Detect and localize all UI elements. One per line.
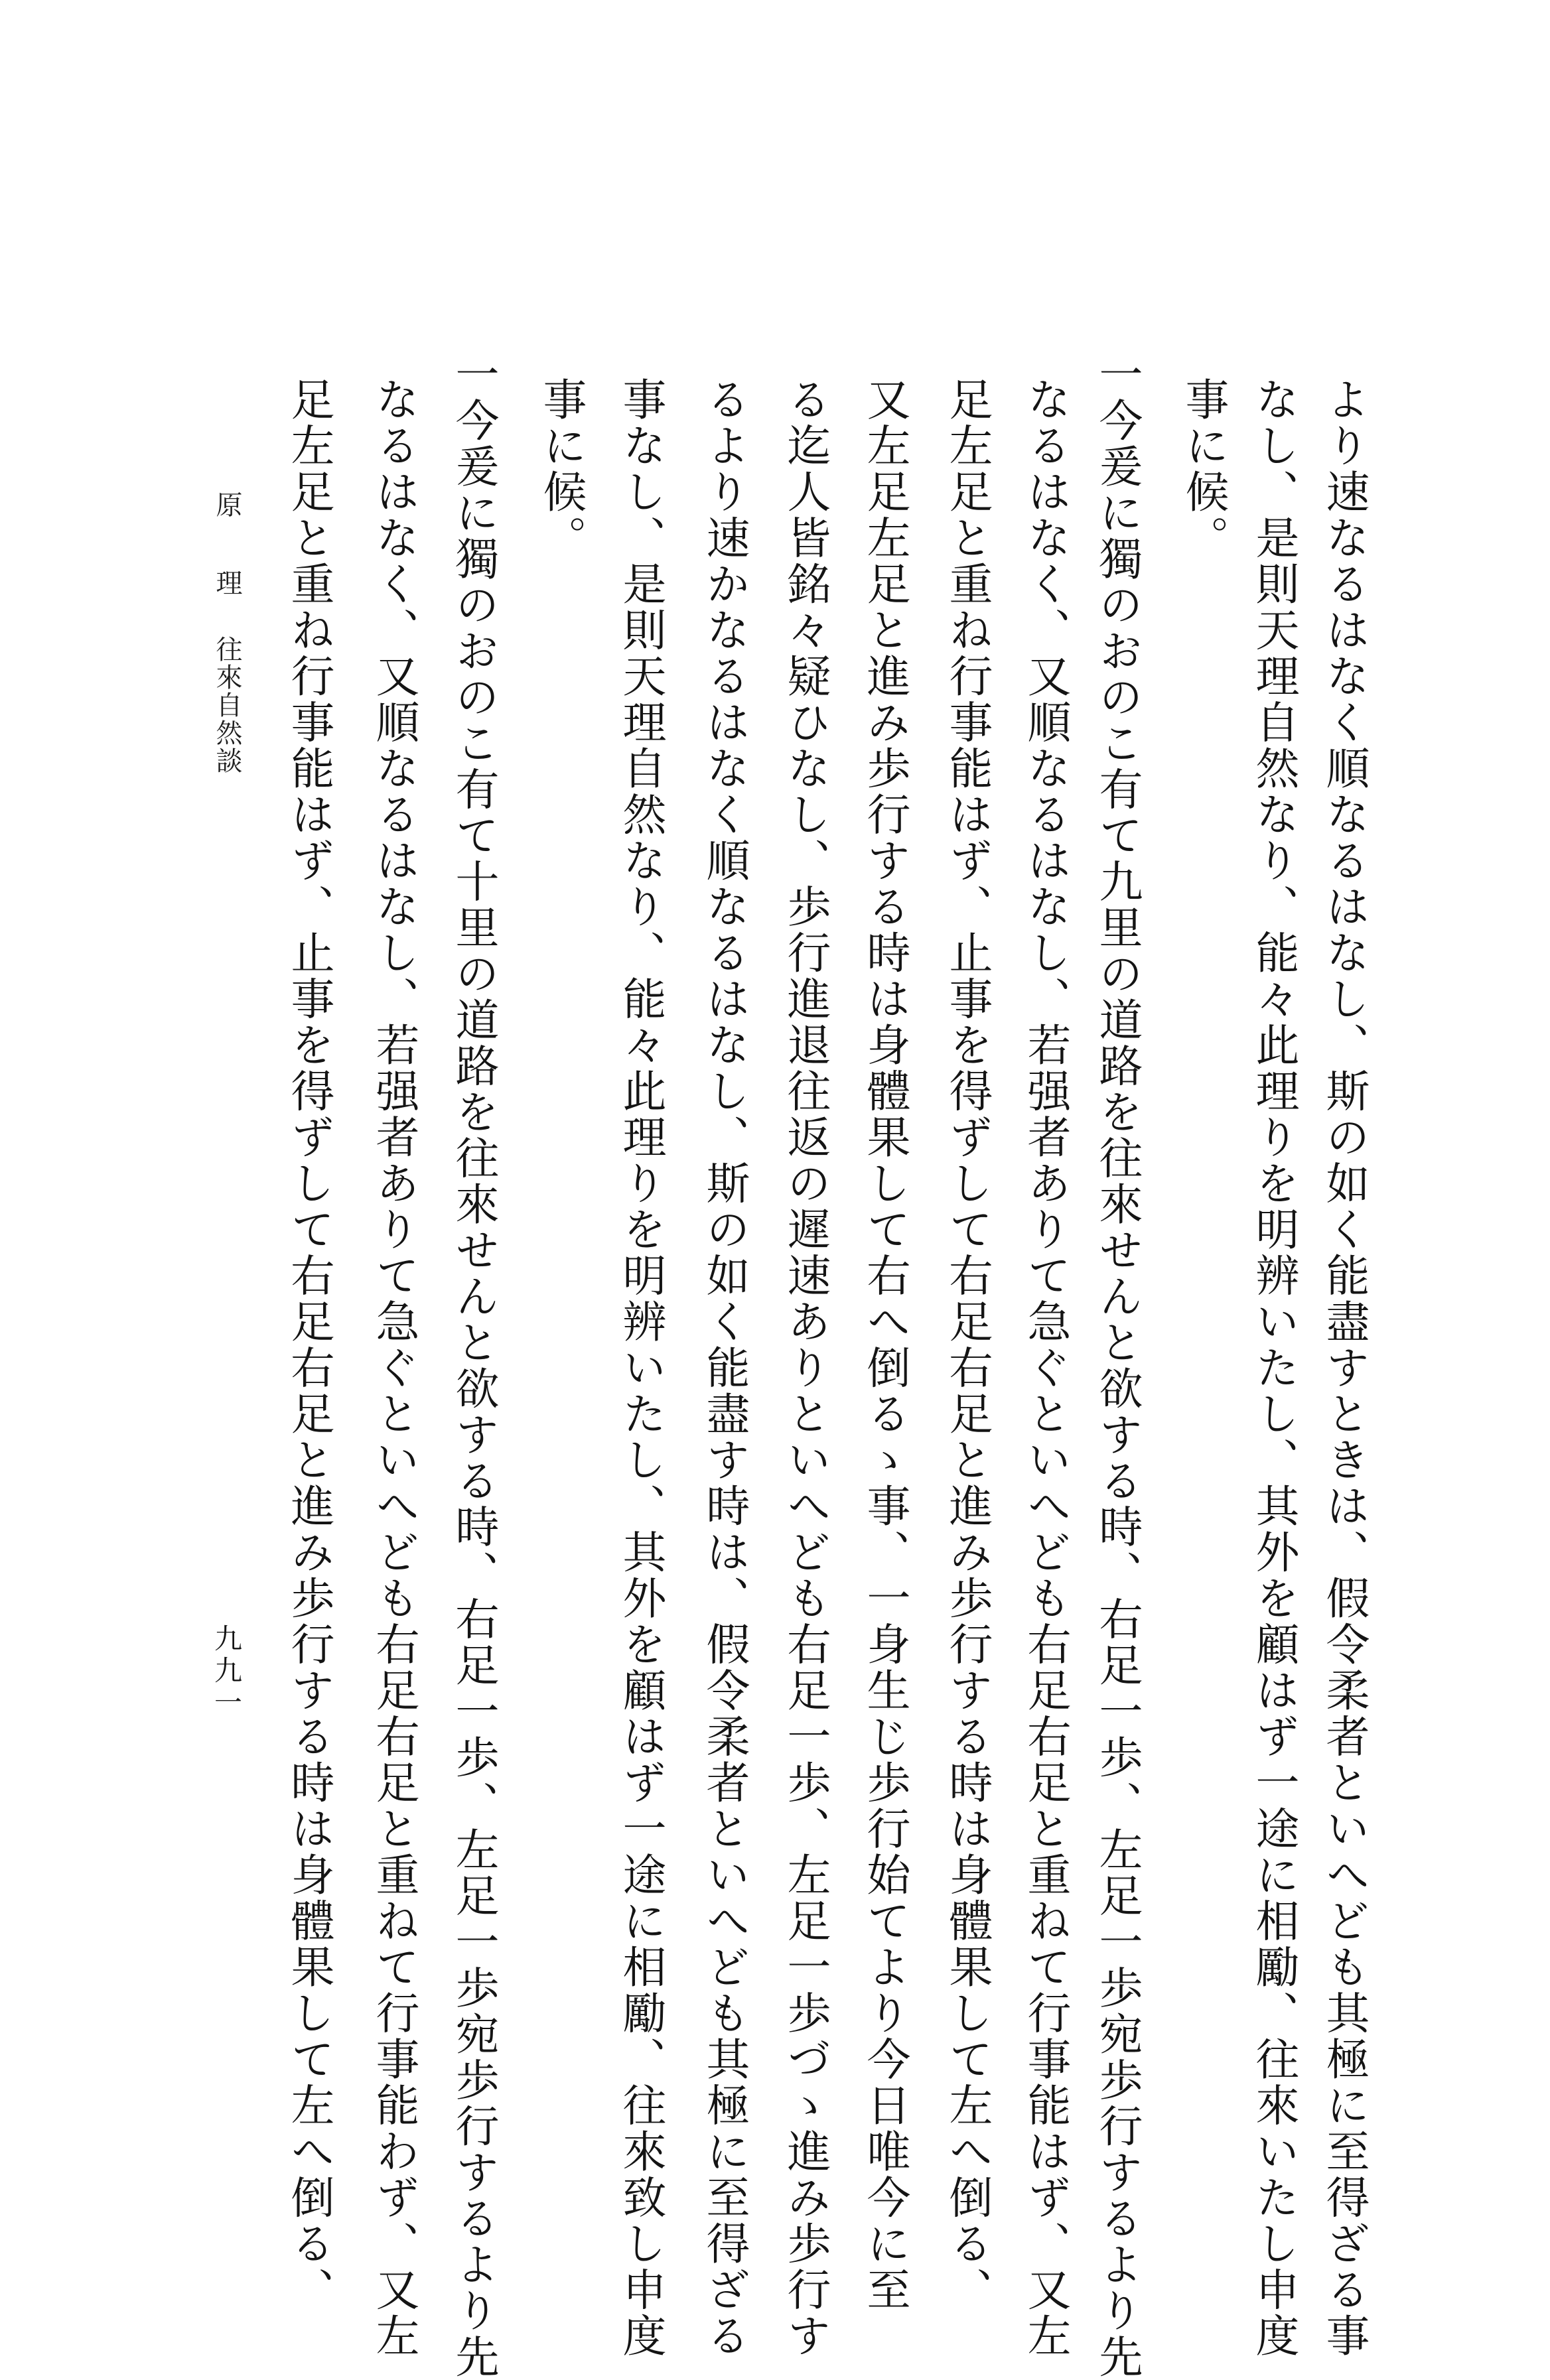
text-column-12: 一今爰に獨のおのこ有て十里の道路を往來せんと欲する時、右足一歩、左足一歩宛歩行するより先 bbox=[448, 352, 499, 2380]
text-column-13: なるはなく、又順なるはなし、若强者ありて急ぐといへども右足右足と重ねて行事能わず、又左 bbox=[368, 377, 419, 2359]
page-number: 九九一 bbox=[210, 1624, 243, 1719]
text-column-3: 事に候。 bbox=[1178, 377, 1229, 561]
text-column-4: 一今爰に獨のおのこ有て九里の道路を往來せんと欲する時、右足一歩、左足一歩宛歩行するより先 bbox=[1092, 352, 1143, 2380]
text-column-10: 事なし、是則天理自然なり、能々此理りを明辨いたし、其外を顧はず一途に相勵、往來致し申度 bbox=[615, 377, 666, 2359]
text-column-11: 事に候。 bbox=[535, 377, 587, 561]
running-header-section: 原 理 bbox=[212, 491, 242, 606]
text-column-1: より速なるはなく順なるはなし、斯の如く能盡すときは、假令柔者といへども其極に至得ざる事 bbox=[1318, 377, 1370, 2359]
text-column-8: る迄人皆銘々疑ひなし、歩行進退往返の遲速ありといへども右足一歩、左足一歩づゝ進み歩行す bbox=[780, 377, 831, 2359]
running-header-title: 往來自然談 bbox=[212, 635, 242, 775]
text-column-2: なし、是則天理自然なり、能々此理りを明辨いたし、其外を顧はず一途に相勵、往來いたし申度 bbox=[1248, 377, 1299, 2359]
text-column-5: なるはなく、又順なるはなし、若强者ありて急ぐといへども右足右足と重ねて行事能はず、又左 bbox=[1020, 377, 1071, 2359]
text-column-7: 又左足左足と進み歩行する時は身體果して右へ倒るゝ事、一身生じ歩行始てより今日唯今に至 bbox=[859, 377, 910, 2313]
text-column-14: 足左足と重ね行事能はず、止事を得ずして右足右足と進み歩行する時は身體果して左へ倒る、 bbox=[283, 377, 334, 2313]
text-column-6: 足左足と重ね行事能はず、止事を得ずして右足右足と進み歩行する時は身體果して左へ倒る、 bbox=[942, 377, 993, 2313]
text-column-9: るより速かなるはなく順なるはなし、斯の如く能盡す時は、假令柔者といへども其極に至得ざる bbox=[699, 377, 750, 2359]
